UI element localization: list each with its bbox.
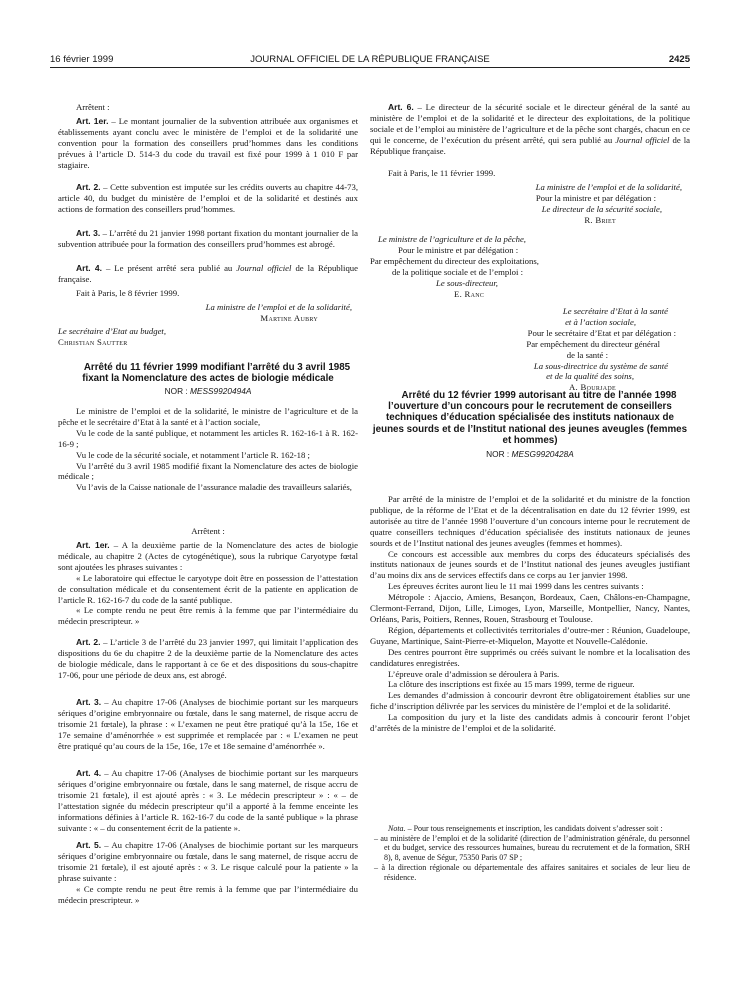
fait-a-paris-2: Fait à Paris, le 11 février 1999. <box>388 168 496 178</box>
preambule: Le ministre de l’emploi et de la solidarité, le ministre de l’agriculture et de la pêche et le secrétaire d’Etat à la santé et à l’action sociale, Vu le code de la santé publique, et notamment les articles R. 162-16-1 à R. 162-16-9 ; Vu le code de la sécurité sociale, et notamment l’article R. 162-18 ; Vu l’arrêté du 3 avril 1985 modifié fixant la Nomenclature des actes de biologie médicale ; Vu l’avis de la Caisse nationale de l’assurance maladie des travailleurs salariés, <box>58 406 358 493</box>
article-1-bis: Art. 1er. – A la deuxième partie de la Nomenclature des actes de biologie médicale, au chapitre 2 (Actes de cytogénétique), sous la rubrique Caryotype fœtal sont ajoutées les phrases suivantes : « Le laboratoire qui effectue le caryotype doit être en possession de l’attestation de consultation médicale et du consentement écrit de la patiente en application de l’article R. 162-16-7 du code de la santé publique. « Le compte rendu ne peut être remis à la femme que par l’intermédiaire du médecin prescripteur. » <box>58 540 359 627</box>
concours-body: Par arrêté de la ministre de l’emploi et de la solidarité et du ministre de la fonction publique, de la réforme de l’Etat et de la décentralisation en date du 12 février 1999, est autorisée au titre de l’année 1998 l’ouverture d’un concours interne pour le recrutement de quatre conseillers techniques d’éducation spécialisée des instituts nationaux de jeunes sourds et de l’Institut national des jeunes aveugles (femmes et hommes). Ce concours est accessible aux membres du corps des éducateurs spécialisés des instituts nationaux de jeunes sourds et de l’Institut national des jeunes aveugles justifiant d’au moins dix ans de services effectifs dans ce corps au 1er janvier 1998. Les épreuves écrites auront lieu le 11 mai 1999 dans les centres suivants : Métropole : Ajaccio, Amiens, Besançon, Bordeaux, Caen, Châlons-en-Champagne, Clermont-Ferrand, Dijon, Lille, Limoges, Lyon, Marseille, Montpellier, Nancy, Nantes, Orléans, Paris, Poitiers, Rennes, Rouen, Strasbourg et Toulouse. Région, départements et collectivités territoriales d’outre-mer : Réunion, Guadeloupe, Guyane, Martinique, Saint-Pierre-et-Miquelon, Mayotte et Nouvelle-Calédonie. Des centres pourront être supprimés ou créés suivant le nombre et la localisation des candidatures enregistrées. L’épreuve orale d’admission se déroulera à Paris. La clôture des inscriptions est fixée au 15 mars 1999, terme de rigueur. Les demandes d’admission à concourir devront être obligatoirement établies sur une fiche d’inscription délivrée par les services du ministère de l’emploi et de la solidarité. La composition du jury et la liste des candidats admis à concourir feront l’objet d’arrêtés de la ministre de l’emploi et de la solidarité. <box>370 494 690 734</box>
arrete-12-fevrier-title: Arrêté du 12 février 1999 autorisant au titre de l’année 1998 l’ouverture d’un concours pour le recrutement de conseillers techniques d’éducation spécialisée des instituts nationaux de jeunes sourds et de l’Institut national des jeunes aveugles (femmes et hommes) NOR : MESG9920428A <box>370 390 690 460</box>
article-2: Art. 2. – Cette subvention est imputée sur les crédits ouverts au chapitre 44-73, article 40, du budget du ministère de l’emploi et de la solidarité et destinés aux actions de formation des conseillers prud’hommes. <box>58 182 358 214</box>
nota-block: Nota. – Pour tous renseignements et inscription, les candidats doivent s’adresser soit : – au ministère de l’emploi et de la solidarité (direction de l’administration générale, du personnel et du budget, service des ressources humaines, bureau du recrutement et de la formation, SRH 8), 8, avenue de Ségur, 75350 Paris 07 SP ; – à la direction régionale ou départementale des affaires sanitaires et sociales de leur lieu de résidence. <box>374 824 690 882</box>
article-1: Art. 1er. – Le montant journalier de la subvention attribuée aux organismes et établissements ayant conclu avec le ministère de l’emploi et de la solidarité une convention pour la formation des conseillers prud’hommes dans les conditions prévues à l’article D. 514-3 du code du travail est fixé pour 1999 à 1 010 F par stagiaire. <box>58 116 358 170</box>
signature-ministre-emploi: La ministre de l’emploi et de la solidarité, Martine Aubry <box>205 302 352 323</box>
arretent-1: Arrêtent : <box>76 102 110 112</box>
arretent-2: Arrêtent : <box>191 526 225 536</box>
article-2-bis: Art. 2. – L’article 3 de l’arrêté du 23 janvier 1997, qui limitait l’application des dispositions du 6e du chapitre 2 de la deuxième partie de la Nomenclature des actes de biologie médicale, dans le rapportant à ce 6e et des dispositions du sous-chapitre 17-06, pour une période de deux ans, est abrogé. <box>58 637 358 680</box>
header-journal-title: JOURNAL OFFICIEL DE LA RÉPUBLIQUE FRANÇAISE <box>250 54 490 65</box>
article-5-bis: Art. 5. – Au chapitre 17-06 (Analyses de biochimie portant sur les marqueurs sériques d’origine embryonnaire ou fœtale, dans le sang maternel, de risque accru de trisomie 21 fœtale), il est ajouté après : « 3. Le risque calculé pour la patiente » la phrase suivante : « Ce compte rendu ne peut être remis à la femme que par l’intermédiaire du médecin prescripteur. » <box>58 840 359 905</box>
nor-reference: NOR : MESS9920494A <box>164 386 252 397</box>
article-3-bis: Art. 3. – Au chapitre 17-06 (Analyses de biochimie portant sur les marqueurs sériques d’origine embryonnaire ou fœtale, dans le sang maternel, de risque accru de trisomie 21 fœtale), la phrase : « L’examen ne peut être pratiqué qu’à la 15e, 16e et 17e semaine d’aménorrhée » est supprimée et remplacée par : « L’examen ne peut être pratiqué qu’au cours de la 15e, 16e, 17e et 18e semaine d’aménorrhée ». <box>58 697 359 751</box>
header-page-number: 2425 <box>668 54 690 65</box>
nor-reference-2: NOR : MESG9920428A <box>486 449 574 460</box>
signature-secretaire-sante: Le secrétaire d’Etat à la santé et à l’action sociale, Pour le secrétaire d’Etat et par délégation : Par empêchement du directeur général de la santé : La sous-directrice du système de santé et de la qualité des soins, A. Bourjade <box>526 306 676 393</box>
signature-ministre-agriculture: Le ministre de l’agriculture et de la pêche, Pour le ministre et par délégation : Par empêchement du directeur des exploitations, de la politique sociale et de l’emploi : Le sous-directeur, E. Ranc <box>370 234 539 299</box>
article-4-bis: Art. 4. – Au chapitre 17-06 (Analyses de biochimie portant sur les marqueurs sériques d’origine embryonnaire ou fœtale, dans le sang maternel, de risque accru de trisomie 21 fœtale), il est ajouté après : « 3. Le médecin prescripteur » : « – de l’attestation signée du médecin prescripteur qu’il a apporté à la femme enceinte les informations définies à l’article R. 162-16-7 du code de la santé publique » la phrase suivante : « – du consentement écrit de la patiente ». <box>58 768 359 833</box>
fait-a-paris-1: Fait à Paris, le 8 février 1999. <box>76 288 180 298</box>
article-4: Art. 4. – Le présent arrêté sera publié au Journal officiel de la République française. <box>58 263 359 284</box>
signature-ministre-emploi-2: La ministre de l’emploi et de la solidarité, Pour la ministre et par délégation : Le directeur de la sécurité sociale, R. Briet <box>535 182 682 225</box>
header-date: 16 février 1999 <box>50 54 114 65</box>
article-3: Art. 3. – L’arrêté du 21 janvier 1998 portant fixation du montant journalier de la subvention attribuée pour la formation des conseillers prud’hommes est abrogé. <box>58 228 358 249</box>
article-6: Art. 6. – Le directeur de la sécurité sociale et le directeur général de la santé au ministère de l’emploi et de la solidarité et le directeur des exploitations, de la politique sociale et de l’emploi au ministère de l’agriculture et de la pêche sont chargés, chacun en ce qui le concerne, de l’exécution du présent arrêté, qui sera publié au Journal officiel de la République française. <box>370 102 691 156</box>
arrete-11-fevrier-title: Arrêté du 11 février 1999 modifiant l’arrêté du 3 avril 1985 fixant la Nomenclature des actes de biologie médicale NOR : MESS9920494A <box>58 362 358 397</box>
signature-secretaire-budget: Le secrétaire d’Etat au budget, Christian Sautter <box>58 326 167 347</box>
page-header <box>50 54 690 68</box>
header-rule <box>50 67 690 68</box>
